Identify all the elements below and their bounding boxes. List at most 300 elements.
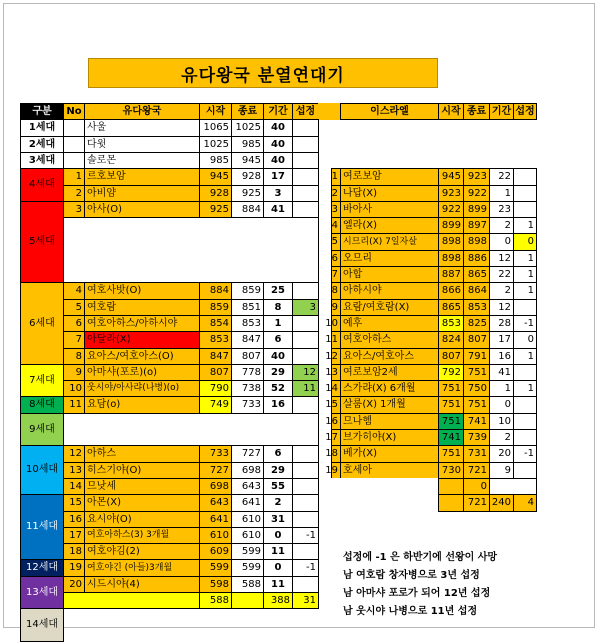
king-no: 6 (63, 315, 85, 332)
notes (343, 549, 497, 621)
duration-header: 기간 (263, 103, 293, 120)
no-cell (63, 119, 85, 137)
end-year: 859 (231, 282, 264, 300)
start-year: 727 (199, 462, 232, 479)
israel-king-name: 엘라(X) (340, 217, 439, 234)
no-header: No (63, 103, 85, 120)
israel-duration-header: 기간 (489, 103, 514, 120)
israel-end-year: 751 (463, 364, 490, 381)
israel-king-name: 요아스/여호아스 (340, 348, 439, 365)
king-no: 16 (63, 511, 85, 528)
israel-start-year: 824 (438, 331, 464, 349)
israel-end-year: 807 (463, 331, 490, 349)
israel-total-end: 721 (463, 494, 490, 512)
israel-regency (513, 413, 537, 430)
israel-duration: 12 (489, 299, 514, 316)
no-cell (63, 136, 85, 153)
israel-end-year: 721 (463, 462, 490, 479)
king-no: 17 (63, 527, 85, 544)
israel-king-name: 요람/여호람(X) (340, 299, 439, 316)
israel-king-no: 16 (331, 413, 341, 430)
regency-header: 섭정 (292, 103, 319, 120)
regency: -1 (292, 559, 319, 577)
king-name: 아몬(X) (84, 494, 200, 512)
israel-regency: 1 (513, 250, 537, 267)
israel-king-no: 2 (331, 185, 341, 202)
start-year: 790 (199, 380, 232, 397)
israel-king-no: 19 (331, 462, 341, 479)
king-name: 웃시야/아사랴(나병)(o) (84, 380, 200, 397)
duration: 0 (263, 559, 293, 577)
end-year: 807 (231, 348, 264, 365)
king-no: 20 (63, 576, 85, 593)
israel-king-name: 스가랴(X) 6개월 (340, 380, 439, 397)
regency (292, 152, 319, 169)
israel-duration: 1 (489, 185, 514, 202)
israel-extra-end: 0 (463, 478, 490, 495)
israel-king-name: 오므리 (340, 250, 439, 267)
king-no: 15 (63, 494, 85, 512)
israel-end-year: 791 (463, 348, 490, 365)
israel-king-no: 3 (331, 201, 341, 218)
king-name: 아사(O) (84, 201, 200, 218)
israel-name-header: 이스라엘 (340, 103, 439, 120)
no-cell (63, 152, 85, 169)
israel-king-name: 아합 (340, 266, 439, 283)
israel-king-name: 브가히야(X) (340, 429, 439, 446)
king-name: 여호야긴 (아들)3개월 (84, 559, 200, 577)
israel-end-year: 751 (463, 396, 490, 414)
regency (292, 201, 319, 218)
israel-duration: 20 (489, 445, 514, 463)
king-name: 르호보암 (84, 168, 200, 186)
duration: 6 (263, 331, 293, 349)
generation-label: 7세대 (20, 364, 64, 397)
regency (292, 168, 319, 186)
duration: 40 (263, 119, 293, 137)
total-duration: 388 (263, 592, 293, 609)
end-year: 985 (231, 136, 264, 153)
king-no: 11 (63, 396, 85, 414)
duration: 31 (263, 511, 293, 528)
israel-king-no: 1 (331, 168, 341, 186)
start-year: 928 (199, 185, 232, 202)
israel-king-no: 15 (331, 396, 341, 414)
regency (292, 494, 319, 512)
end-year: 847 (231, 331, 264, 349)
start-year: 1065 (199, 119, 232, 137)
israel-king-name: 호세아 (340, 462, 439, 479)
regency (292, 462, 319, 479)
king-name: 솔로몬 (84, 152, 200, 169)
israel-start-year: 945 (438, 168, 464, 186)
start-year: 945 (199, 168, 232, 186)
israel-end-year: 886 (463, 250, 490, 267)
end-year: 588 (231, 576, 264, 593)
duration: 0 (263, 527, 293, 544)
king-name: 여호아하스/아하시야 (84, 315, 200, 332)
note-line: 남 여호람 창자병으로 3년 섭정 (343, 570, 480, 581)
king-no: 1 (63, 168, 85, 186)
israel-king-no: 17 (331, 429, 341, 446)
israel-regency: 1 (513, 348, 537, 365)
blank (489, 478, 537, 495)
start-year: 598 (199, 576, 232, 593)
regency (292, 576, 319, 593)
start-year: 854 (199, 315, 232, 332)
israel-regency: 1 (513, 217, 537, 234)
end-year: 738 (231, 380, 264, 397)
king-name: 요아스/여호아스(O) (84, 348, 200, 365)
israel-start-year: 865 (438, 299, 464, 316)
israel-start-year: 922 (438, 201, 464, 218)
king-no: 19 (63, 559, 85, 577)
start-year: 925 (199, 201, 232, 218)
duration: 11 (263, 576, 293, 593)
israel-king-no: 13 (331, 364, 341, 381)
start-year: 807 (199, 364, 232, 381)
king-no: 2 (63, 185, 85, 202)
israel-start-year: 751 (438, 380, 464, 397)
start-header: 시작 (199, 103, 232, 120)
israel-end-year: 899 (463, 201, 490, 218)
end-year: 1025 (231, 119, 264, 137)
israel-start-year: 923 (438, 185, 464, 202)
king-no: 18 (63, 543, 85, 560)
king-name: 아하스 (84, 445, 200, 463)
israel-duration: 2 (489, 429, 514, 446)
start-year: 985 (199, 152, 232, 169)
end-year: 853 (231, 315, 264, 332)
israel-header-spacer (318, 103, 341, 120)
israel-start-year: 751 (438, 396, 464, 414)
israel-start-year: 866 (438, 282, 464, 300)
regency (292, 348, 319, 365)
israel-end-year: 731 (463, 445, 490, 463)
israel-king-name: 나답(X) (340, 185, 439, 202)
israel-end-header: 종료 (463, 103, 490, 120)
king-no: 3 (63, 201, 85, 218)
start-year: 847 (199, 348, 232, 365)
israel-duration: 0 (489, 396, 514, 414)
israel-king-no: 18 (331, 445, 341, 463)
israel-duration: 2 (489, 217, 514, 234)
regency (292, 511, 319, 528)
israel-duration: 17 (489, 331, 514, 349)
start-year: 609 (199, 543, 232, 560)
king-name: 요시야(O) (84, 511, 200, 528)
israel-king-name: 베가(X) (340, 445, 439, 463)
israel-duration: 22 (489, 168, 514, 186)
israel-regency-header: 섭정 (513, 103, 537, 120)
regency (292, 396, 319, 414)
king-no: 14 (63, 478, 85, 495)
israel-start-year: 751 (438, 445, 464, 463)
israel-start-year: 807 (438, 348, 464, 365)
end-year: 733 (231, 396, 264, 414)
regency (292, 478, 319, 495)
regency (292, 136, 319, 153)
king-name: 아달라(X) (84, 331, 200, 349)
king-no: 10 (63, 380, 85, 397)
regency (292, 543, 319, 560)
israel-start-year: 853 (438, 315, 464, 332)
king-name: 시드시야(4) (84, 576, 200, 593)
israel-regency: 1 (513, 380, 537, 397)
king-name: 여호아하스(3) 3개월 (84, 527, 200, 544)
israel-regency (513, 396, 537, 414)
duration: 8 (263, 299, 293, 316)
end-year: 945 (231, 152, 264, 169)
israel-end-year: 739 (463, 429, 490, 446)
israel-king-no: 14 (331, 380, 341, 397)
generation-label: 2세대 (20, 136, 64, 153)
duration: 2 (263, 494, 293, 512)
regency: 11 (292, 380, 319, 397)
end-year: 698 (231, 462, 264, 479)
israel-start-year: 792 (438, 364, 464, 381)
regency: 12 (292, 364, 319, 381)
israel-end-year: 922 (463, 185, 490, 202)
israel-king-name: 살룸(X) 1개월 (340, 396, 439, 414)
israel-regency: 0 (513, 233, 537, 251)
regency: -1 (292, 527, 319, 544)
duration: 3 (263, 185, 293, 202)
king-name: 여호사밧(O) (84, 282, 200, 300)
israel-regency: 1 (513, 266, 537, 283)
duration: 25 (263, 282, 293, 300)
israel-duration: 41 (489, 364, 514, 381)
israel-duration: 23 (489, 201, 514, 218)
end-year: 727 (231, 445, 264, 463)
start-year: 698 (199, 478, 232, 495)
regency (292, 119, 319, 137)
empty-block (63, 217, 319, 283)
israel-king-name: 예후 (340, 315, 439, 332)
total-regency: 31 (292, 592, 319, 609)
king-no: 7 (63, 331, 85, 349)
duration: 17 (263, 168, 293, 186)
page-title: 유다왕국 분열연대기 (88, 58, 438, 88)
generation-label: 9세대 (20, 413, 64, 446)
israel-regency (513, 364, 537, 381)
israel-start-year: 887 (438, 266, 464, 283)
duration: 52 (263, 380, 293, 397)
duration: 40 (263, 136, 293, 153)
israel-king-no: 10 (331, 315, 341, 332)
end-year: 643 (231, 478, 264, 495)
generation-label: 12세대 (20, 559, 64, 577)
end-year: 928 (231, 168, 264, 186)
israel-regency (513, 185, 537, 202)
king-name: 여호야김(2) (84, 543, 200, 560)
king-no: 4 (63, 282, 85, 300)
total-end (231, 592, 264, 609)
note-line: 남 아마샤 포로가 되어 12년 섭정 (343, 588, 491, 599)
israel-duration: 28 (489, 315, 514, 332)
israel-duration: 10 (489, 413, 514, 430)
duration: 29 (263, 462, 293, 479)
duration: 11 (263, 543, 293, 560)
israel-start-header: 시작 (438, 103, 464, 120)
israel-regency: 1 (513, 282, 537, 300)
total-label-cell (63, 592, 200, 609)
israel-start-year: 898 (438, 250, 464, 267)
israel-start-year: 751 (438, 413, 464, 430)
duration: 55 (263, 478, 293, 495)
duration: 16 (263, 396, 293, 414)
start-year: 610 (199, 527, 232, 544)
king-name: 요담(o) (84, 396, 200, 414)
end-year: 610 (231, 527, 264, 544)
israel-end-year: 897 (463, 217, 490, 234)
israel-duration: 22 (489, 266, 514, 283)
start-year: 641 (199, 511, 232, 528)
king-name: 사울 (84, 119, 200, 137)
israel-regency (513, 429, 537, 446)
israel-duration: 9 (489, 462, 514, 479)
duration: 40 (263, 152, 293, 169)
israel-total-duration: 240 (489, 494, 514, 512)
israel-regency (513, 462, 537, 479)
regency: 3 (292, 299, 319, 316)
israel-king-no: 7 (331, 266, 341, 283)
israel-duration: 12 (489, 250, 514, 267)
israel-regency: -1 (513, 445, 537, 463)
start-year: 859 (199, 299, 232, 316)
generation-label: 13세대 (20, 576, 64, 609)
israel-king-no: 4 (331, 217, 341, 234)
israel-start-year: 741 (438, 429, 464, 446)
regency (292, 445, 319, 463)
generation-label: 5세대 (20, 201, 64, 283)
regency (292, 331, 319, 349)
start-year: 733 (199, 445, 232, 463)
end-year: 599 (231, 543, 264, 560)
end-year: 851 (231, 299, 264, 316)
king-no: 13 (63, 462, 85, 479)
king-no: 5 (63, 299, 85, 316)
israel-king-no: 6 (331, 250, 341, 267)
israel-duration: 1 (489, 380, 514, 397)
note-line: 섭정에 -1 은 하반기에 선왕이 사망 (343, 552, 498, 563)
start-year: 749 (199, 396, 232, 414)
end-year: 610 (231, 511, 264, 528)
israel-king-name: 시므리(X) 7일자살 (340, 233, 439, 251)
start-year: 853 (199, 331, 232, 349)
israel-end-year: 853 (463, 299, 490, 316)
generation-label: 4세대 (20, 168, 64, 202)
israel-duration: 2 (489, 282, 514, 300)
king-name: 아마샤(포로)(o) (84, 364, 200, 381)
israel-end-year: 825 (463, 315, 490, 332)
end-year: 778 (231, 364, 264, 381)
end-year: 925 (231, 185, 264, 202)
israel-king-name: 여로보암 (340, 168, 439, 186)
israel-regency: -1 (513, 315, 537, 332)
start-year: 599 (199, 559, 232, 577)
israel-king-no: 12 (331, 348, 341, 365)
israel-end-year: 741 (463, 413, 490, 430)
duration: 41 (263, 201, 293, 218)
duration: 40 (263, 348, 293, 365)
israel-king-name: 여호아하스 (340, 331, 439, 349)
israel-king-no: 5 (331, 233, 341, 251)
generation-label: 8세대 (20, 396, 64, 414)
generation-label: 1세대 (20, 119, 64, 137)
generation-label: 14세대 (20, 608, 64, 642)
israel-end-year: 750 (463, 380, 490, 397)
duration: 29 (263, 364, 293, 381)
israel-king-no: 11 (331, 331, 341, 349)
israel-duration: 16 (489, 348, 514, 365)
israel-start-year: 899 (438, 217, 464, 234)
israel-king-name: 므나헴 (340, 413, 439, 430)
israel-king-name: 바아사 (340, 201, 439, 218)
israel-regency (513, 201, 537, 218)
king-name: 다윗 (84, 136, 200, 153)
blank (331, 478, 439, 495)
generation-label: 6세대 (20, 282, 64, 365)
start-year: 884 (199, 282, 232, 300)
regency (292, 185, 319, 202)
end-year: 599 (231, 559, 264, 577)
start-year: 1025 (199, 136, 232, 153)
gen-header: 구분 (20, 103, 64, 120)
start-year: 643 (199, 494, 232, 512)
israel-end-year: 865 (463, 266, 490, 283)
duration: 1 (263, 315, 293, 332)
generation-label: 3세대 (20, 152, 64, 169)
empty-block (63, 413, 319, 446)
note-line: 남 웃시야 나병으로 11년 섭정 (343, 606, 478, 617)
israel-start-year: 730 (438, 462, 464, 479)
duration: 6 (263, 445, 293, 463)
israel-end-year: 923 (463, 168, 490, 186)
generation-label: 11세대 (20, 494, 64, 560)
total-start: 588 (199, 592, 232, 609)
israel-regency: 0 (513, 331, 537, 349)
israel-start-year: 898 (438, 233, 464, 251)
king-name: 므낫세 (84, 478, 200, 495)
israel-end-year: 864 (463, 282, 490, 300)
israel-total-regency: 4 (513, 494, 537, 512)
israel-regency (513, 168, 537, 186)
israel-total-start (438, 494, 464, 512)
regency (292, 315, 319, 332)
israel-king-name: 여로보암2세 (340, 364, 439, 381)
king-name: 히스기야(O) (84, 462, 200, 479)
israel-king-name: 아하시야 (340, 282, 439, 300)
king-no: 9 (63, 364, 85, 381)
judah-name-header: 유다왕국 (84, 103, 200, 120)
regency (292, 282, 319, 300)
king-name: 여호람 (84, 299, 200, 316)
end-year: 884 (231, 201, 264, 218)
end-year: 641 (231, 494, 264, 512)
israel-regency (513, 299, 537, 316)
israel-duration: 0 (489, 233, 514, 251)
king-name: 아비얌 (84, 185, 200, 202)
king-no: 8 (63, 348, 85, 365)
israel-extra-start (438, 478, 464, 495)
generation-label: 10세대 (20, 445, 64, 495)
israel-king-no: 9 (331, 299, 341, 316)
israel-end-year: 898 (463, 233, 490, 251)
israel-king-no: 8 (331, 282, 341, 300)
king-no: 12 (63, 445, 85, 463)
end-header: 종료 (231, 103, 264, 120)
